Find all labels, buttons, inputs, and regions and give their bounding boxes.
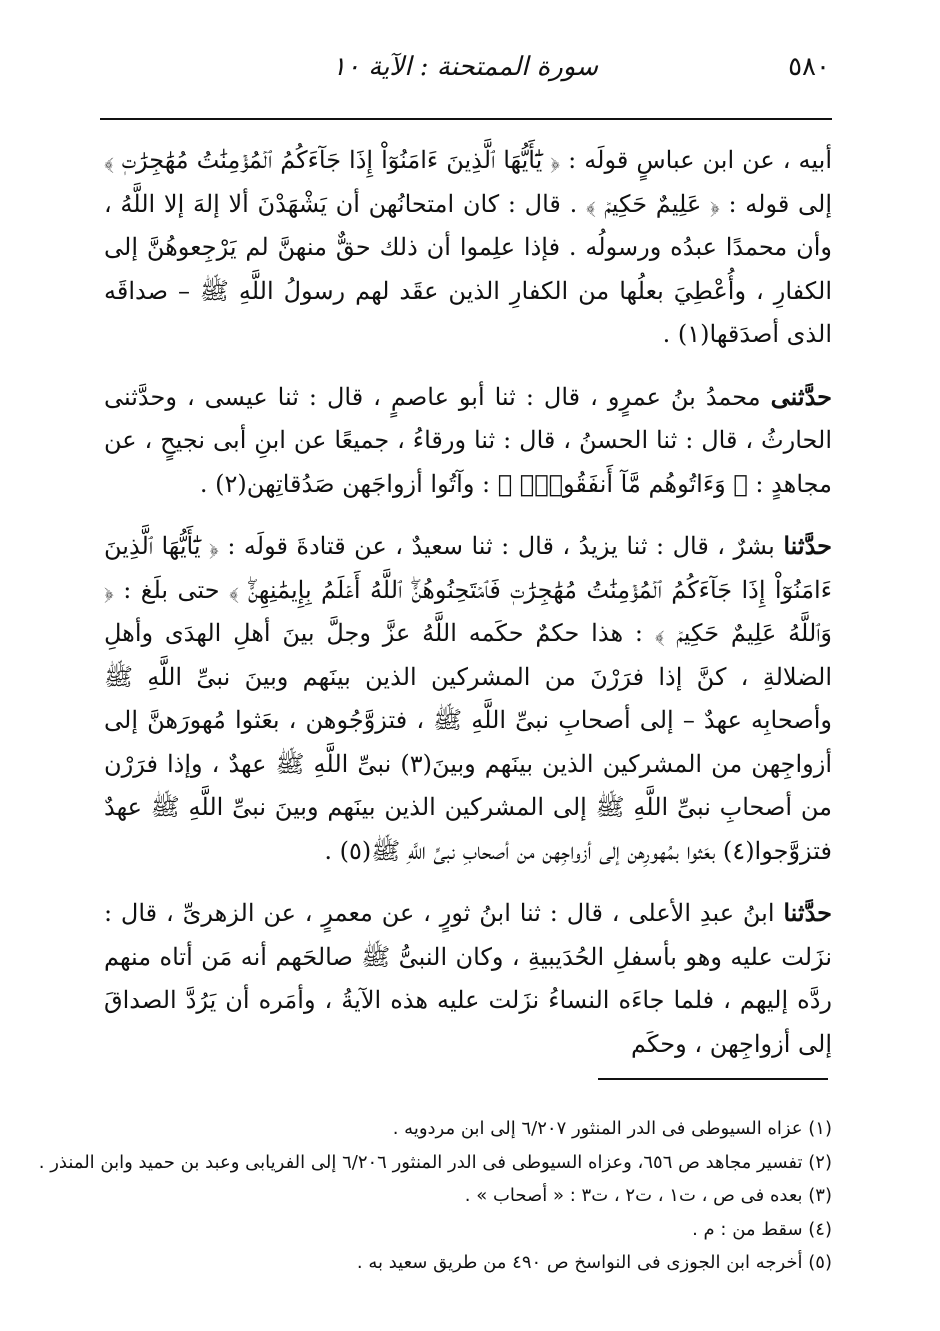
paragraph-4-text: ابنُ عبدِ الأعلى ، قال : ثنا ابنُ ثورٍ ، عن معمرٍ ، عن الزهرىِّ ، قال : نزَلت عليه وهو بأسفلِ الحُدَيبيةِ ، وكان النبىُّ ﷺ صالحَهم أنه مَن أتاه منهم ردَّه إليهم ، فلما جاءَه النساءُ نزَلت عليه هذه الآيةُ ، وأمَره أن يَرُدَّ الصداقَ إلى أزواجِهن ، وحكَم bbox=[104, 899, 832, 1058]
paragraph-3-text: بشرٌ ، قال : ثنا يزيدُ ، قال : ثنا سعيدٌ ، عن قتادةَ قولَه : ﴿ يَٰٓأَيُّهَا ٱلَّذِينَ ءَامَنُوٓاْ إِذَا جَآءَكُمُ ٱلۡمُؤۡمِنَٰتُ مُهَٰجِرَٰتٖ فَٱمۡتَحِنُوهُنَّۖ ٱللَّهُ أَعۡلَمُ بِإِيمَٰنِهِنَّۖ ﴾ حتى بلَغ : ﴿ وَٱللَّهُ عَلِيمٌ حَكِيمٞ ﴾ : هذا حكمٌ حكَمه اللَّهُ عزَّ وجلَّ بينَ أهلِ الهدَى وأهلِ الضلالةِ ، كنَّ إذا فرَرْنَ من المشركين الذين بينَهم وبينَ نبىِّ اللَّهِ ﷺ وأصحابِه عهدٌ – إلى أصحابِ نبىِّ اللَّهِ ﷺ ، فتزوَّجُوهن ، بعَثوا مُهورَهنَّ إلى أزواجِهن من المشركين الذين بينَهم وبينَ(٣) نبىِّ اللَّهِ ﷺ عهدٌ ، وإذا فرَرْن من أصحابِ نبىِّ اللَّهِ ﷺ إلى المشركين الذين بينَهم وبينَ نبىِّ اللَّهِ ﷺ عهدٌ فتزوَّجوا(٤) بعَثوا بمُهورِهن إلى أزواجِهن من أصحابِ نبىِّ اللَّهِ ﷺ(٥) . bbox=[104, 532, 832, 865]
footnote-2: (٢) تفسير مجاهد ص ٦٥٦، وعزاه السيوطى فى الدر المنثور ٦/٢٠٦ إلى الفريابى وعبد بن حميد وابن المنذر . bbox=[38, 1151, 832, 1173]
paragraph-4-lead: حدَّثنا bbox=[783, 898, 832, 927]
main-text bbox=[104, 138, 832, 1084]
paragraph-1-text: أبيه ، عن ابن عباسٍ قولَه : ﴿ يَٰٓأَيُّهَا ٱلَّذِينَ ءَامَنُوٓاْ إِذَا جَآءَكُمُ ٱلۡمُؤۡمِنَٰتُ مُهَٰجِرَٰتٖ ﴾ إلى قوله : ﴿ عَلِيمٌ حَكِيمٞ ﴾ . قال : كان امتحانُهن أن يَشْهَدْنَ ألا إلهَ إلا اللَّهُ ، وأن محمدًا عبدُه ورسولُه . فإذا علِموا أن ذلك حقٌّ منهنَّ لم يَرْجِعوهُنَّ إلى الكفارِ ، وأُعْطِيَ بعلُها من الكفارِ الذين عقَد لهم رسولُ اللَّهِ ﷺ – صداقَه الذى أصدَقها(١) . bbox=[104, 146, 832, 348]
header-divider bbox=[100, 118, 832, 120]
paragraph-2-text: محمدُ بنُ عمرٍو ، قال : ثنا أبو عاصمٍ ، قال : ثنا عيسى ، وحدَّثنى الحارثُ ، قال : ثنا الحسنُ ، قال : ثنا ورقاءُ ، جميعًا عن ابنِ أبى نجيحٍ ، عن مجاهدٍ : ﴿ وَءَاتُوهُم مَّآ أَنفَقُواْۚ ﴾ : وآتُوا أزواجَهن صَدُقاتِهن(٢) . bbox=[104, 382, 832, 498]
footnote-5: (٥) أخرجه ابن الجوزى فى النواسخ ص ٤٩٠ من طريق سعيد به . bbox=[356, 1252, 832, 1273]
paragraph-4 bbox=[104, 891, 832, 1066]
footnote-4: (٤) سقط من : م . bbox=[692, 1218, 832, 1240]
running-title: سورة الممتحنة : الآية ١٠ bbox=[332, 52, 598, 82]
paragraph-3-lead: حدَّثنا bbox=[783, 531, 832, 560]
footnote-1: (١) عزاه السيوطى فى الدر المنثور ٦/٢٠٧ إلى ابن مردويه . bbox=[392, 1118, 832, 1139]
paragraph-1 bbox=[104, 138, 832, 357]
footnote-3: (٣) بعده فى ص ، ت١ ، ت٢ ، ت٣ : « أصحاب » . bbox=[464, 1185, 832, 1206]
paragraph-3 bbox=[104, 524, 832, 873]
paragraph-2-lead: حدَّثنى bbox=[770, 381, 832, 411]
page-header bbox=[100, 52, 830, 92]
page-number: ٥٨٠ bbox=[788, 52, 830, 82]
footnote-divider bbox=[598, 1078, 828, 1080]
footnotes bbox=[38, 1112, 832, 1280]
paragraph-2 bbox=[104, 375, 832, 507]
